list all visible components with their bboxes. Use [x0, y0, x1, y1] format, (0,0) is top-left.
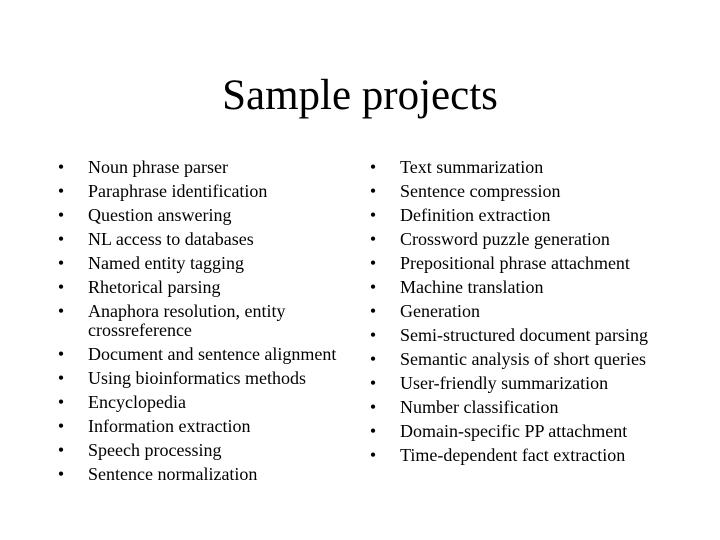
list-item-text: Rhetorical parsing — [88, 277, 221, 297]
list-item — [55, 254, 345, 273]
list-item — [55, 278, 345, 297]
list-item-text: Definition extraction — [400, 205, 551, 225]
bullet-icon: • — [369, 349, 377, 369]
list-item-text: Paraphrase identification — [88, 181, 268, 201]
list-item — [367, 398, 677, 417]
list-item — [367, 158, 677, 177]
list-item-text: Prepositional phrase attachment — [400, 253, 630, 273]
bullet-icon: • — [369, 253, 377, 273]
list-item — [367, 206, 677, 225]
bullet-icon: • — [57, 205, 65, 225]
list-item — [55, 230, 345, 249]
list-item — [55, 206, 345, 225]
list-item-text: Semantic analysis of short queries — [400, 349, 646, 369]
list-item-text: Question answering — [88, 205, 232, 225]
bullet-icon: • — [57, 229, 65, 249]
list-item-text: Generation — [400, 301, 480, 321]
list-item-text: Text summarization — [400, 157, 544, 177]
list-item-text: Document and sentence alignment — [88, 344, 337, 365]
list-item-text: Named entity tagging — [88, 253, 244, 273]
list-item-text: Encyclopedia — [88, 392, 186, 413]
bullet-icon: • — [57, 416, 65, 437]
right-project-list — [367, 158, 677, 470]
list-item — [55, 465, 345, 484]
list-item-text: Using bioinformatics methods — [88, 368, 306, 389]
list-item-text: Noun phrase parser — [88, 157, 228, 177]
list-item-text: Number classification — [400, 397, 559, 417]
bullet-icon: • — [369, 373, 377, 393]
list-item-text: Machine translation — [400, 277, 544, 297]
list-item-text: Time-dependent fact extraction — [400, 445, 626, 465]
list-item — [55, 182, 345, 201]
list-item-text: Domain-specific PP attachment — [400, 421, 628, 441]
list-item — [367, 278, 677, 297]
bullet-icon: • — [369, 421, 377, 441]
list-item — [367, 350, 677, 369]
bullet-icon: • — [369, 277, 377, 297]
bullet-icon: • — [57, 181, 65, 201]
list-item — [367, 302, 677, 321]
list-item-text: Crossword puzzle generation — [400, 229, 610, 249]
bullet-icon: • — [369, 205, 377, 225]
list-item — [55, 158, 345, 177]
list-item-text: Semi-structured document parsing — [400, 325, 648, 345]
list-item-text: Sentence normalization — [88, 464, 258, 485]
list-item-text: Sentence compression — [400, 181, 561, 201]
bullet-icon: • — [57, 392, 65, 413]
list-item — [55, 302, 345, 340]
list-item — [367, 446, 677, 465]
bullet-icon: • — [369, 301, 377, 321]
bullet-icon: • — [369, 229, 377, 249]
slide-title: Sample projects — [222, 72, 498, 119]
list-item — [55, 417, 345, 436]
bullet-icon: • — [57, 157, 65, 177]
bullet-icon: • — [369, 181, 377, 201]
bullet-icon: • — [57, 368, 65, 389]
bullet-icon: • — [57, 464, 65, 485]
list-item — [367, 230, 677, 249]
bullet-icon: • — [57, 253, 65, 273]
list-item — [367, 182, 677, 201]
list-item — [367, 254, 677, 273]
list-item — [367, 374, 677, 393]
list-item-text: Information extraction — [88, 416, 251, 437]
list-item — [367, 422, 677, 441]
list-item-text: NL access to databases — [88, 229, 254, 249]
bullet-icon: • — [57, 301, 65, 321]
list-item-text: Anaphora resolution, entity crossreference — [88, 301, 286, 341]
list-item — [55, 393, 345, 412]
bullet-icon: • — [57, 277, 65, 297]
bullet-icon: • — [369, 397, 377, 417]
list-item-text: Speech processing — [88, 440, 222, 461]
list-item — [55, 369, 345, 388]
list-item — [55, 345, 345, 364]
bullet-icon: • — [369, 325, 377, 345]
bullet-icon: • — [57, 440, 65, 461]
list-item-text: User-friendly summarization — [400, 373, 609, 393]
list-item — [55, 441, 345, 460]
left-project-list — [55, 158, 345, 489]
bullet-icon: • — [57, 344, 65, 365]
bullet-icon: • — [369, 157, 377, 177]
list-item — [367, 326, 677, 345]
bullet-icon: • — [369, 445, 377, 465]
